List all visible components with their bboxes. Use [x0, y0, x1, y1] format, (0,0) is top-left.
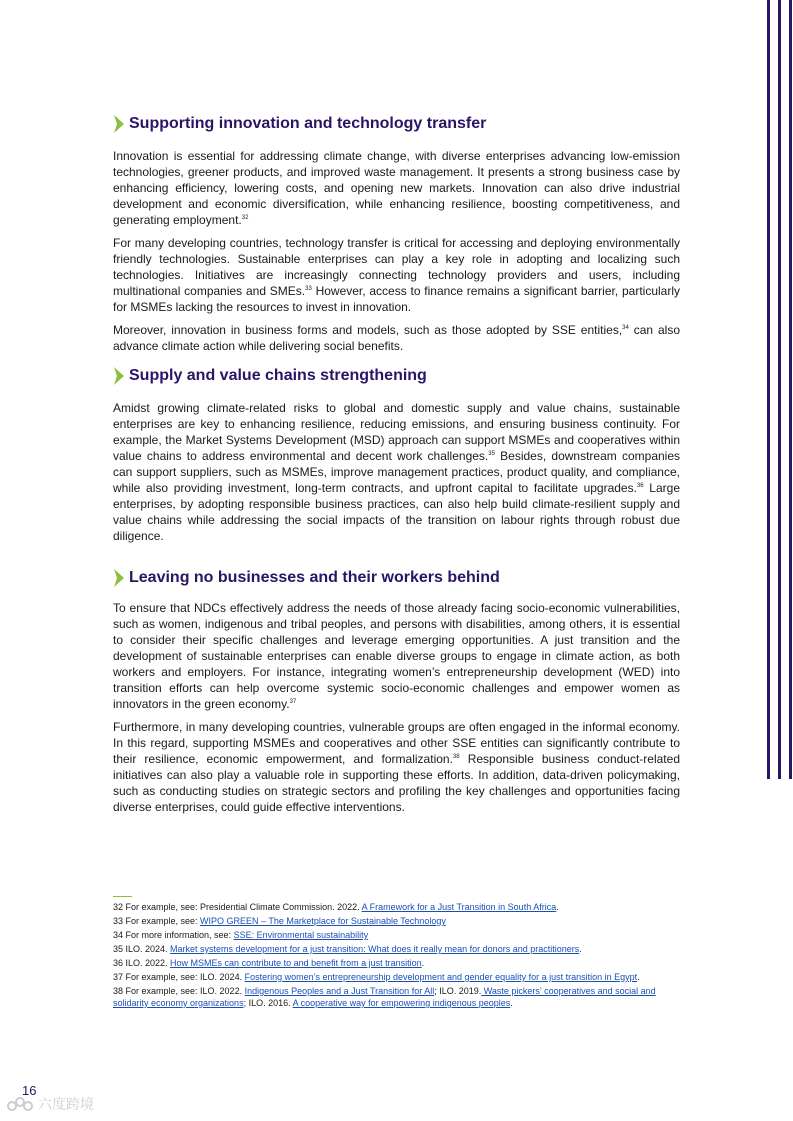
paragraph: Innovation is essential for addressing climate change, with diverse enterprises advancing low-emission technologies, greener products, and improved waste management. It presents a strong business case by enhancing efficiency, lowering costs, and opening new markets. Innovation can also drive industrial development and economic diversification, while enhancing resilience, boosting competitiveness, and generating employment.$^{32}$	[113, 149, 680, 227]
footnote-link[interactable]: How MSMEs can contribute to and benefit from a just transition	[170, 958, 422, 968]
paragraph: Moreover, innovation in business forms and models, such as those adopted by SSE entities,$^{34}$ can also advance climate action while delivering social benefits.	[113, 323, 680, 353]
footnote: 32 For example, see: Presidential Climate Commission. 2022. A Framework for a Just Transition in South Africa.	[113, 902, 559, 912]
footnote: 37 For example, see: ILO. 2024. Fostering women’s entrepreneurship development and gender equality for a just transition in Egypt.	[113, 972, 640, 982]
footnote-divider	[113, 896, 132, 897]
footnote: 35 ILO. 2024. Market systems development for a just transition: What does it really mean for donors and practitioners.	[113, 944, 582, 954]
section-heading: Supporting innovation and technology transfer	[113, 112, 680, 136]
footnote: 38 For example, see: ILO. 2022. Indigenous Peoples and a Just Transition for All; ILO. 2019. Waste pickers’ cooperatives and social and solidarity economy organizations; ILO. 2016. A cooperative way for empowering indigenous peoples.	[113, 986, 656, 1008]
paragraph: Amidst growing climate-related risks to global and domestic supply and value chains, sustainable enterprises are key to enhancing resilience, reducing emissions, and ensuring business continuity. For example, the Market Systems Development (MSD) approach can support MSMEs and cooperatives within value chains to address environmental and decent work challenges.$^{35}$ Besides, downstream companies can support suppliers, such as MSMEs, improve management practices, product quality, and compliance, while also providing investment, long-term contracts, and upfront capital to facilitate upgrades.$^{36}$ Large enterprises, by adopting responsible business practices, can also help build climate-resilient supply and value chains while addressing the social impacts of the transition on labour rights through robust due diligence.	[113, 401, 681, 543]
chevron-right-icon	[113, 366, 125, 386]
footnote-link[interactable]: Waste pickers’ cooperatives and social and solidarity economy organizations	[113, 986, 656, 1008]
footnote-link[interactable]: Indigenous Peoples and a Just Transition for All	[244, 986, 435, 996]
paragraph: To ensure that NDCs effectively address the needs of those already facing socio-economic vulnerabilities, such as women, indigenous and tribal peoples, and persons with disabilities, among others, it is essential to consider their specific challenges and leverage emerging opportunities. A just transition and the development of sustainable enterprises can enable diverse groups to engage in climate action, as both workers and employers. For instance, integrating women’s entrepreneurship development (WED) into transition efforts can help overcome systemic socio-economic challenges and empower women as innovators in the green economy.$^{37}$	[113, 601, 680, 711]
footnote-ref[interactable]: 33	[305, 286, 312, 292]
footnote-ref[interactable]: 36	[636, 483, 644, 489]
footnote: 36 ILO. 2022. How MSMEs can contribute to and benefit from a just transition.	[113, 958, 425, 968]
main-content	[113, 112, 680, 815]
paragraph: Furthermore, in many developing countries, vulnerable groups are often engaged in the informal economy. In this regard, supporting MSMEs and cooperatives and other SSE entities can significantly contribute to their resilience, economic empowerment, and formalization.$^{38}$ Responsible business conduct-related initiatives can also play a valuable role in supporting these efforts. In addition, data-driven policymaking, such as conducting studies on strategic sectors and profiling the key challenges and opportunities facing diverse enterprises, could guide effective interventions.	[113, 720, 680, 814]
decorative-line	[778, 0, 781, 779]
decorative-line	[789, 0, 792, 779]
footnote-ref[interactable]: 32	[241, 215, 249, 221]
footnote: 34 For more information, see: SSE: Environmental sustainability	[113, 930, 369, 940]
footnote-ref[interactable]: 38	[452, 754, 460, 760]
watermark-logo-icon	[6, 1094, 34, 1114]
footnote-ref[interactable]: 34	[622, 325, 629, 331]
footnote-link[interactable]: A Framework for a Just Transition in South Africa	[361, 902, 557, 912]
page-number: 16	[22, 1083, 37, 1098]
footnote-link[interactable]: A cooperative way for empowering indigenous peoples	[292, 998, 511, 1008]
chevron-right-icon	[113, 114, 125, 134]
section-heading: Supply and value chains strengthening	[113, 364, 680, 388]
chevron-right-icon	[113, 568, 125, 588]
section-heading: Leaving no businesses and their workers behind	[113, 566, 680, 590]
paragraph: For many developing countries, technology transfer is critical for accessing and deploying environmentally friendly technologies. Sustainable enterprises can play a key role in adopting and localizing such technologies. Initiatives are increasingly connecting technology providers and users, including multinational companies and SMEs.$^{33}$ However, access to finance remains a significant barrier, particularly for MSMEs lacking the resources to invest in innovation.	[113, 236, 680, 314]
watermark: 六度跨境	[6, 1094, 94, 1114]
decorative-line	[767, 0, 770, 779]
footnote-ref[interactable]: 37	[289, 699, 297, 705]
footnote-link[interactable]: Market systems development for a just transition: What does it really mean for donors and practitioners	[170, 944, 580, 954]
footnote-ref[interactable]: 35	[488, 451, 495, 457]
footnote: 33 For example, see: WIPO GREEN – The Marketplace for Sustainable Technology	[113, 916, 446, 926]
footnote-link[interactable]: SSE: Environmental sustainability	[233, 930, 369, 940]
footnote-link[interactable]: Fostering women’s entrepreneurship development and gender equality for a just transition in Egypt	[244, 972, 638, 982]
footnote-link[interactable]: WIPO GREEN – The Marketplace for Sustainable Technology	[200, 916, 446, 926]
footnotes	[113, 901, 680, 1011]
